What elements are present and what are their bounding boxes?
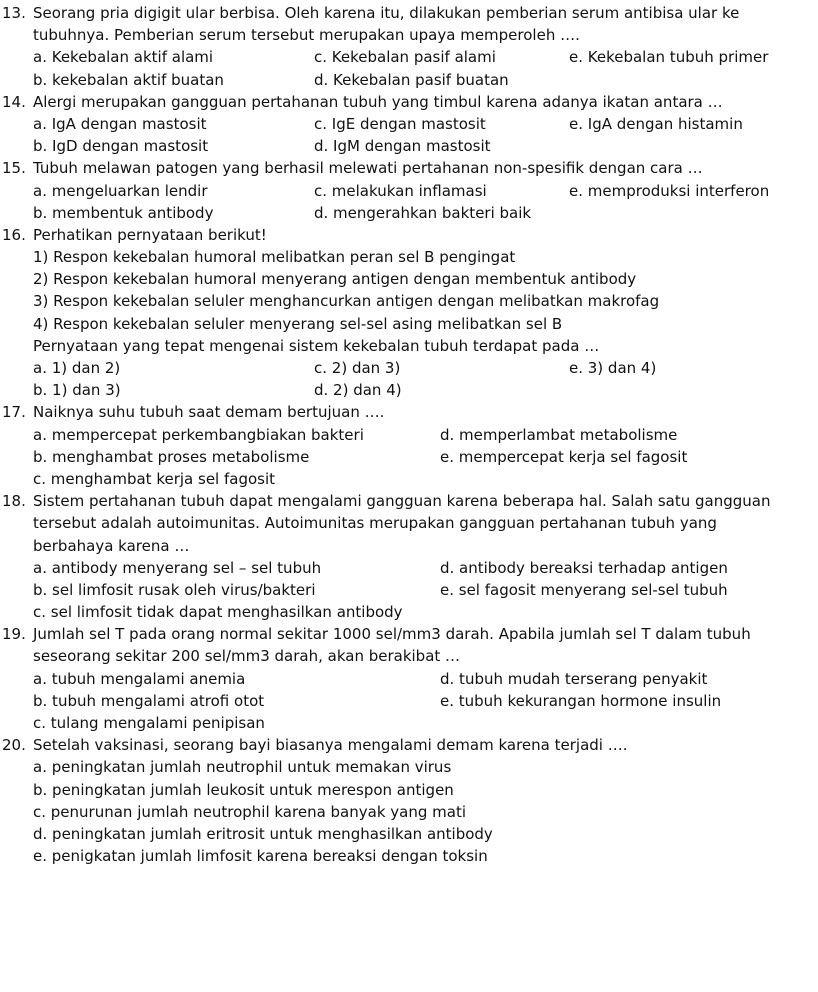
question-number: 19. [2, 625, 26, 644]
stem-line: Naiknya suhu tubuh saat demam bertujuan …. [33, 403, 385, 422]
stem-line: Sistem pertahanan tubuh dapat mengalami gangguan karena beberapa hal. Salah satu gangguan [33, 492, 771, 511]
option-b: b. peningkatan jumlah leukosit untuk merespon antigen [33, 780, 454, 799]
question-stem [0, 224, 818, 357]
option-e: e. Kekebalan tubuh primer [569, 48, 769, 67]
statement-4: 4) Respon kekebalan seluler menyerang sel-sel asing melibatkan sel B [33, 314, 563, 333]
option-a: a. antibody menyerang sel – sel tubuh [33, 558, 322, 577]
stem-line: Tubuh melawan patogen yang berhasil melewati pertahanan non-spesifik dengan cara … [33, 159, 703, 178]
option-c: c. melakukan inflamasi [314, 181, 487, 200]
stem-line: Alergi merupakan gangguan pertahanan tubuh yang timbul karena adanya ikatan antara … [33, 92, 723, 111]
option-e: e. tubuh kekurangan hormone insulin [440, 691, 722, 710]
option-a: a. 1) dan 2) [33, 359, 121, 377]
option-e: e. mempercepat kerja sel fagosit [440, 447, 688, 466]
question-number: 17. [2, 403, 26, 422]
question-number: 20. [2, 736, 26, 755]
options-row [0, 668, 818, 690]
option-d: d. mengerahkan bakteri baik [314, 203, 532, 222]
question-20 [0, 734, 818, 867]
option-b: b. membentuk antibody [33, 203, 214, 222]
option-c: c. menghambat kerja sel fagosit [33, 469, 276, 488]
question-stem [0, 2, 818, 46]
options-row [0, 823, 818, 845]
options-row [0, 202, 818, 224]
question-15 [0, 157, 818, 224]
option-c: c. IgE dengan mastosit [314, 114, 486, 133]
options-row [0, 446, 818, 468]
question-number: 16. [2, 225, 26, 244]
options-row [0, 601, 818, 623]
options-row [0, 135, 818, 157]
option-b: b. kekebalan aktif buatan [33, 70, 224, 89]
option-a: a. tubuh mengalami anemia [33, 669, 246, 688]
option-d: d. antibody bereaksi terhadap antigen [440, 558, 728, 577]
option-a: a. mengeluarkan lendir [33, 181, 208, 200]
options-row [0, 557, 818, 579]
option-e: e. sel fagosit menyerang sel-sel tubuh [440, 580, 728, 599]
options-row [0, 69, 818, 91]
option-d: d. IgM dengan mastosit [314, 137, 491, 156]
stem-line: berbahaya karena … [33, 536, 190, 555]
stem-line: seseorang sekitar 200 sel/mm3 darah, akan berakibat … [33, 647, 461, 666]
option-d: d. Kekebalan pasif buatan [314, 70, 509, 89]
option-d: d. peningkatan jumlah eritrosit untuk menghasilkan antibody [33, 824, 493, 843]
question-stem [0, 157, 818, 179]
statement-1: 1) Respon kekebalan humoral melibatkan peran sel B pengingat [33, 248, 516, 267]
option-e: e. 3) dan 4) [569, 359, 657, 377]
question-number: 15. [2, 159, 26, 178]
options-row [0, 712, 818, 734]
question-stem [0, 91, 818, 113]
option-d: d. tubuh mudah terserang penyakit [440, 669, 708, 688]
option-a: a. Kekebalan aktif alami [33, 48, 214, 67]
stem-line: Setelah vaksinasi, seorang bayi biasanya mengalami demam karena terjadi …. [33, 736, 628, 755]
options-row [0, 579, 818, 601]
option-b: b. sel limfosit rusak oleh virus/bakteri [33, 580, 316, 599]
option-a: a. mempercepat perkembangbiakan bakteri [33, 425, 364, 444]
option-d: d. 2) dan 4) [314, 381, 402, 400]
stem-line: tersebut adalah autoimunitas. Autoimunitas merupakan gangguan pertahanan tubuh yang [33, 514, 717, 533]
question-18 [0, 490, 818, 623]
options-row [0, 113, 818, 135]
options-row [0, 379, 818, 401]
question-stem [0, 623, 818, 667]
question-stem [0, 490, 818, 557]
options-row [0, 424, 818, 446]
option-b: b. menghambat proses metabolisme [33, 447, 310, 466]
option-b: b. IgD dengan mastosit [33, 137, 209, 156]
option-e: e. memproduksi interferon [569, 181, 770, 200]
option-c: c. 2) dan 3) [314, 359, 401, 377]
question-stem [0, 734, 818, 756]
question-number: 18. [2, 492, 26, 511]
stem-line: Seorang pria digigit ular berbisa. Oleh karena itu, dilakukan pemberian serum antibisa ular ke [33, 4, 740, 22]
options-row [0, 357, 818, 379]
option-e: e. IgA dengan histamin [569, 114, 743, 133]
question-19 [0, 623, 818, 734]
question-number: 13. [2, 4, 26, 22]
question-13 [0, 2, 818, 91]
stem-line: tubuhnya. Pemberian serum tersebut merupakan upaya memperoleh …. [33, 26, 580, 45]
option-c: c. sel limfosit tidak dapat menghasilkan antibody [33, 603, 403, 622]
options-row [0, 801, 818, 823]
option-e: e. penigkatan jumlah limfosit karena bereaksi dengan toksin [33, 847, 488, 866]
options-row [0, 756, 818, 778]
question-stem [0, 401, 818, 423]
option-d: d. memperlambat metabolisme [440, 425, 678, 444]
statement-2: 2) Respon kekebalan humoral menyerang antigen dengan membentuk antibody [33, 270, 637, 289]
option-c: c. penurunan jumlah neutrophil karena banyak yang mati [33, 802, 466, 821]
question-sheet [0, 2, 818, 867]
question-prompt: Pernyataan yang tepat mengenai sistem kekebalan tubuh terdapat pada … [33, 336, 600, 355]
options-row [0, 690, 818, 712]
option-b: b. tubuh mengalami atrofi otot [33, 691, 265, 710]
option-c: c. tulang mengalami penipisan [33, 714, 265, 732]
options-row [0, 180, 818, 202]
question-number: 14. [2, 92, 26, 111]
statement-3: 3) Respon kekebalan seluler menghancurkan antigen dengan melibatkan makrofag [33, 292, 660, 311]
question-16 [0, 224, 818, 402]
option-a: a. IgA dengan mastosit [33, 114, 207, 133]
option-c: c. Kekebalan pasif alami [314, 48, 496, 67]
question-17 [0, 401, 818, 490]
stem-line: Perhatikan pernyataan berikut! [33, 225, 267, 244]
options-row [0, 46, 818, 68]
options-row [0, 468, 818, 490]
option-a: a. peningkatan jumlah neutrophil untuk memakan virus [33, 758, 452, 777]
stem-line: Jumlah sel T pada orang normal sekitar 1000 sel/mm3 darah. Apabila jumlah sel T dalam tubuh [33, 625, 751, 644]
options-row [0, 779, 818, 801]
option-b: b. 1) dan 3) [33, 381, 121, 400]
question-14 [0, 91, 818, 158]
options-row [0, 845, 818, 867]
